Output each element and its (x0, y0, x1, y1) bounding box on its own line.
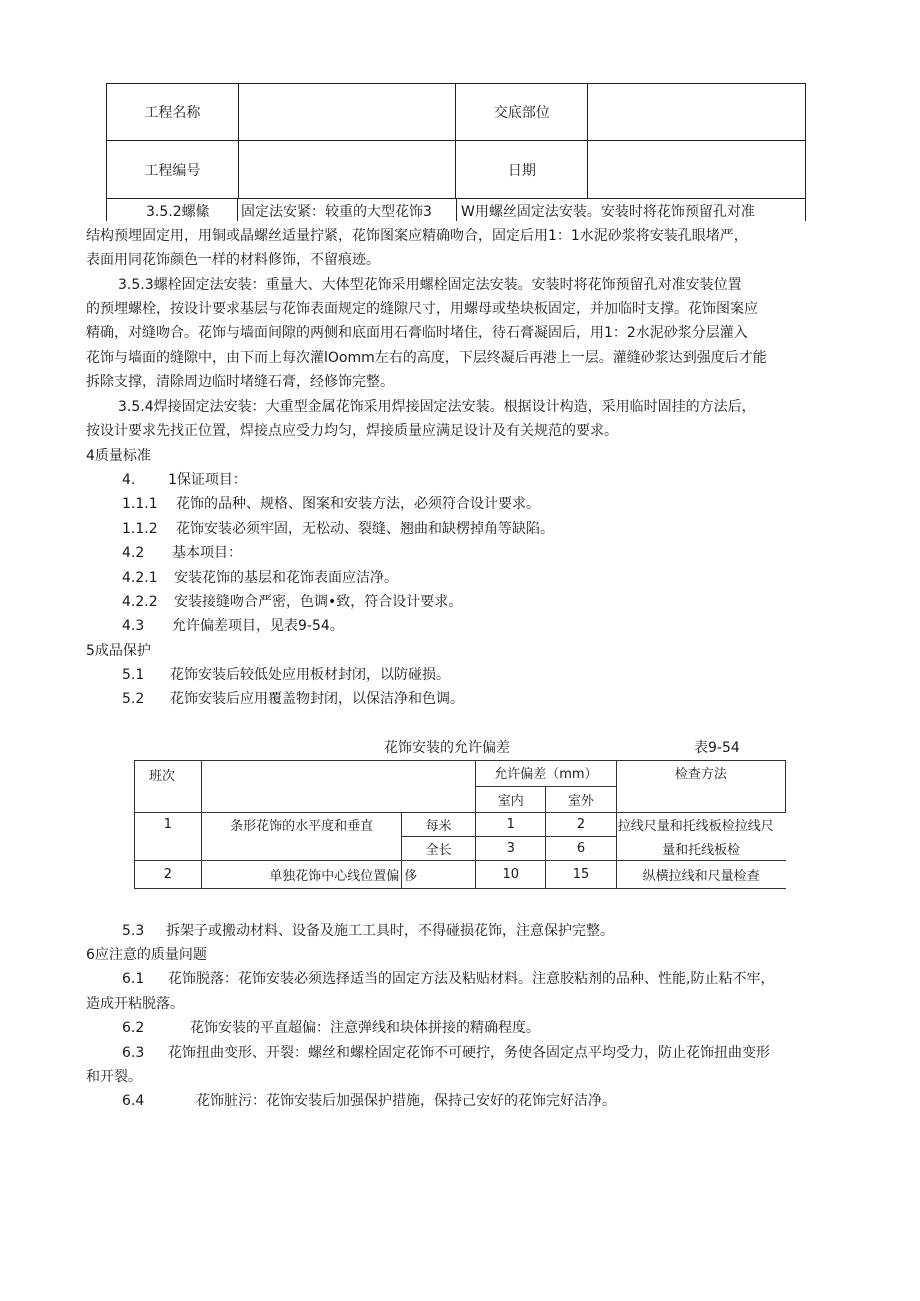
project-name-label: 工程名称 (107, 84, 239, 141)
project-name-value[interactable] (238, 84, 456, 141)
item-text: 允许偏差项目，见表9-54。 (172, 618, 344, 634)
row-method: 拉线尺量和托线板检拉线尺 (616, 813, 785, 837)
header-table-tail-line (456, 199, 457, 221)
col-header-no: 班次 (135, 761, 202, 813)
item-text: 花饰脱落：花饰安装必须选择适当的固定方法及粘贴材料。注意胶粘剂的品种、性能,防止粘不牢， (168, 971, 775, 987)
para-353-line4: 花饰与墙面的缝隙中，由下而上每次灌lOomm左右的高度，下层终凝后再港上一层。灌缝砂浆达到强度后才能 (86, 350, 767, 366)
para-353-line2: 的预埋螺栓，按设计要求基层与花饰表面规定的缝隙尺寸，用螺母或垫块板固定，并加临时支撑。花饰图案应 (86, 301, 758, 317)
item-no: 6.2 (122, 1020, 145, 1036)
item-text-cont: 造成开粘脱落。 (86, 996, 184, 1012)
row-sub: 侈 (402, 861, 476, 889)
row-method: 量和托线板检 (616, 837, 785, 861)
row-indoor: 3 (476, 837, 546, 861)
item-text: 拆架子或搬动材料、设备及施工工具时，不得碰损花饰，注意保护完整。 (166, 923, 614, 939)
item-no: 5.3 (122, 923, 145, 939)
item-text: 1保证项目： (168, 472, 247, 488)
item-text: 安装接缝吻合严密，色调•致，符合设计要求。 (174, 594, 463, 610)
para-352-b: 固定法安紧：较重的大型花饰3 (241, 204, 432, 220)
section-4-heading: 4质量标准 (86, 448, 151, 464)
tolerance-table-number: 表9-54 (694, 740, 740, 756)
handover-part-label: 交底部位 (456, 84, 588, 141)
row-no: 1 (135, 813, 202, 861)
para-352-c: W用螺丝固定法安装。安装时将花饰预留孔对准 (461, 204, 755, 220)
section-6-heading: 6应注意的质量问题 (86, 947, 207, 963)
item-no: 4.2.1 (122, 570, 158, 586)
item-no: 5.1 (122, 667, 145, 683)
row-outdoor: 2 (546, 813, 616, 837)
para-353-line5: 拆除支撑，清除周边临时堵缝石膏，经修饰完整。 (86, 374, 394, 390)
item-text: 安装花饰的基层和花饰表面应洁净。 (174, 570, 398, 586)
date-value[interactable] (588, 141, 806, 199)
section-5-heading: 5成品保护 (86, 643, 151, 659)
para-353-line1: 3.5.3螺栓固定法安装：重量大、大体型花饰采用螺栓固定法安装。安装时将花饰预留孔对准安装位置 (118, 277, 742, 293)
item-text: 花饰扭曲变形、开裂：螺丝和螺栓固定花饰不可硬拧，务使各固定点平均受力，防止花饰扭曲变形 (168, 1045, 770, 1061)
item-no: 4.2 (122, 545, 145, 561)
tolerance-table-title: 花饰安装的允许偏差 (384, 740, 510, 756)
row-outdoor: 15 (546, 861, 616, 889)
header-table-tail-line (106, 199, 107, 221)
item-text: 花饰安装后应用覆盖物封闭，以保洁净和色调。 (170, 691, 464, 707)
para-354-line1: 3.5.4焊接固定法安装：大重型金属花饰采用焊接固定法安装。根据设计构造，采用临时固挂的方法后， (118, 399, 756, 415)
item-no: 6.3 (122, 1045, 145, 1061)
col-header-outdoor: 室外 (546, 787, 616, 813)
row-item: 单独花饰中心线位置偏 (201, 861, 401, 889)
handover-part-value[interactable] (588, 84, 806, 141)
row-method: 纵横拉线和尺量检查 (616, 861, 785, 889)
item-no: 4.2.2 (122, 594, 158, 610)
item-no: 6.4 (122, 1093, 145, 1109)
row-outdoor: 6 (546, 837, 616, 861)
table-row (135, 861, 786, 889)
item-text: 花饰安装的平直超偏：注意弹线和块体拼接的精确程度。 (190, 1020, 540, 1036)
col-header-indoor: 室内 (476, 787, 546, 813)
tolerance-table (134, 760, 786, 889)
row-sub: 全长 (402, 837, 476, 861)
row-indoor: 1 (476, 813, 546, 837)
row-sub: 每米 (402, 813, 476, 837)
header-table-tail-line (805, 199, 806, 221)
item-text: 花饰的品种、规格、图案和安装方法，必须符合设计要求。 (176, 496, 540, 512)
col-header-method: 检查方法 (616, 761, 785, 813)
item-no: 4. (122, 472, 136, 488)
para-352-a: 3.5.2螺絛 (146, 204, 210, 220)
item-text: 基本项目： (172, 545, 242, 561)
table-row (135, 813, 786, 837)
item-text: 花饰安装必须牢固，无松动、裂缝、翘曲和缺楞掉角等缺陷。 (176, 521, 554, 537)
col-header-tolerance: 允许偏差（mm） (476, 761, 617, 787)
project-no-value[interactable] (238, 141, 456, 199)
row-item: 条形花饰的水平度和垂直 (201, 813, 401, 861)
item-no: 5.2 (122, 691, 145, 707)
para-352-line3: 表面用同花饰颜色一样的材料修饰，不留痕迹。 (86, 252, 380, 268)
row-no: 2 (135, 861, 202, 889)
row-indoor: 10 (476, 861, 546, 889)
project-no-label: 工程编号 (107, 141, 239, 199)
para-352-line2: 结构预埋固定用，用铜或晶螺丝适量拧紧，花饰图案应精确吻合，固定后用1：1水泥砂浆将安装孔眼堵严， (86, 228, 748, 244)
para-353-line3: 精确，对缝吻合。花饰与墙面间隙的两侧和底面用石膏临时堵住，待石膏凝固后，用1：2水泥砂浆分层灌入 (86, 325, 748, 341)
item-text-cont: 和开裂。 (86, 1069, 142, 1085)
para-354-line2: 按设计要求先找正位置，焊接点应受力均匀，焊接质量应满足设计及有关规范的要求。 (86, 423, 618, 439)
header-table (106, 83, 806, 199)
item-text: 花饰脏污：花饰安装后加强保护措施，保持己安好的花饰完好洁净。 (196, 1093, 616, 1109)
item-no: 6.1 (122, 971, 145, 987)
item-no: 1.1.1 (122, 496, 158, 512)
date-label: 日期 (456, 141, 588, 199)
header-table-tail-line (237, 199, 238, 221)
item-no: 1.1.2 (122, 521, 158, 537)
item-text: 花饰安装后较低处应用板材封闭，以防碰损。 (170, 667, 450, 683)
item-no: 4.3 (122, 618, 145, 634)
